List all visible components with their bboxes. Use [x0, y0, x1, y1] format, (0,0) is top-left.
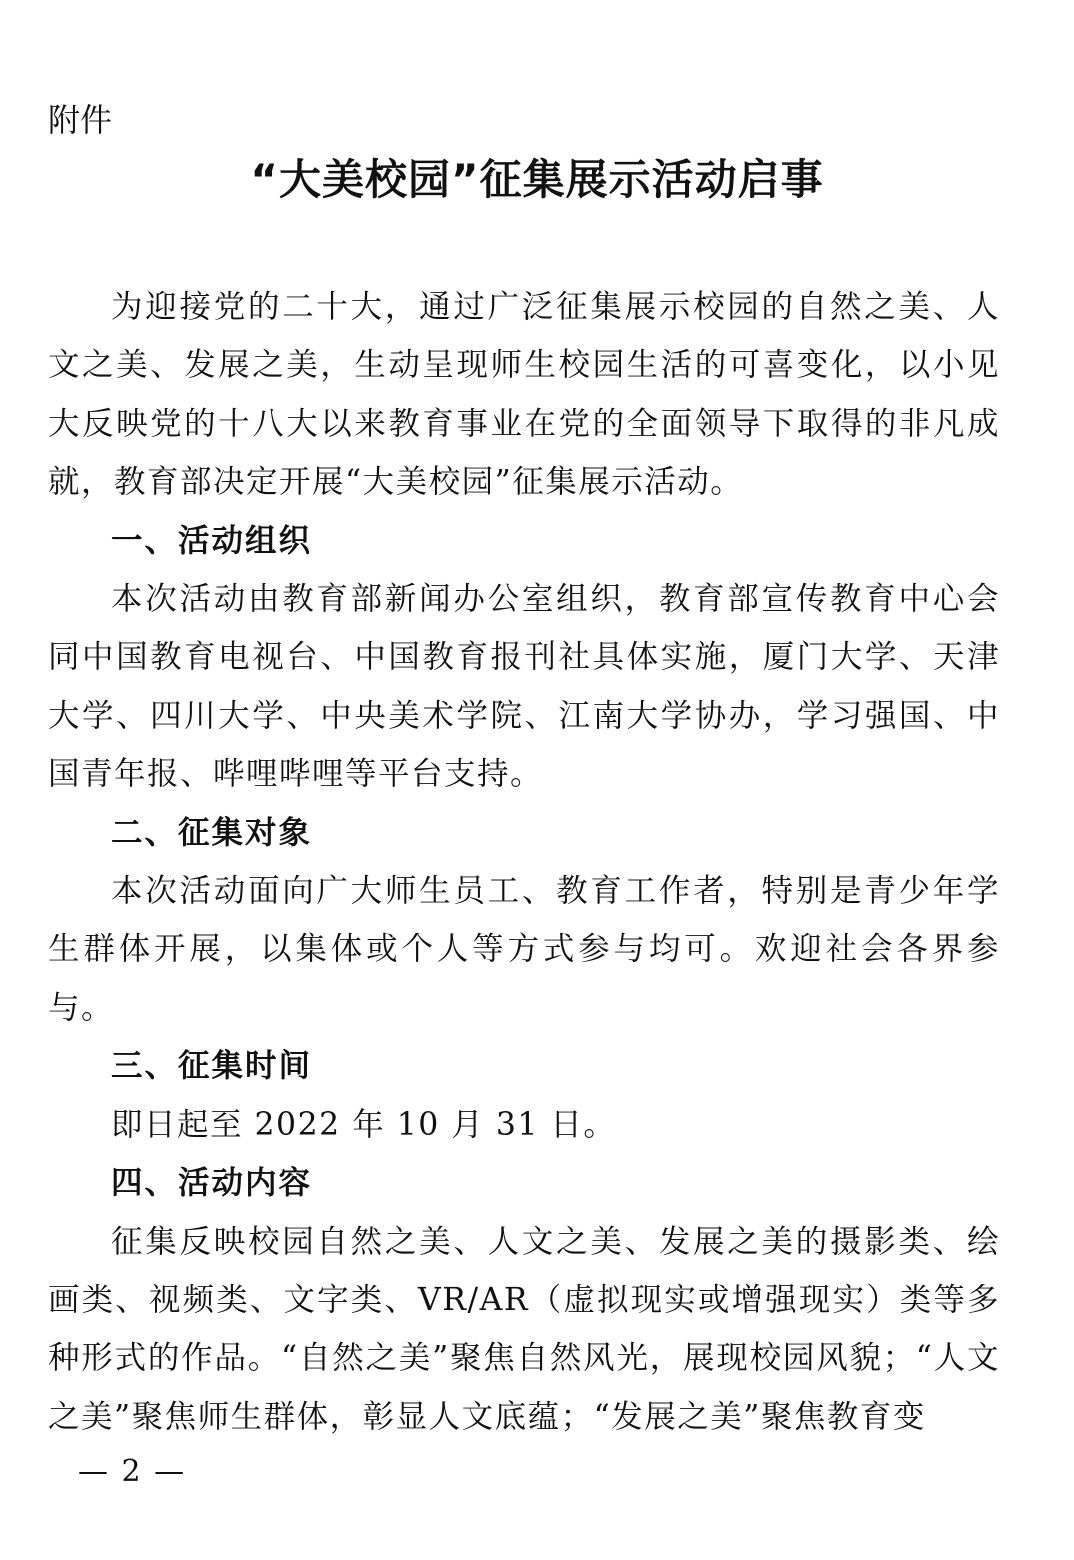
section-heading-organization: 一、活动组织: [111, 522, 313, 559]
section-text-organization: 本次活动由教育部新闻办公室组织，教育部宣传教育中心会同中国教育电视台、中国教育报刊社具体实施，厦门大学、天津大学、四川大学、中央美术学院、江南大学协办，学习强国、中国青年报、哔哩哔哩等平台支持。: [48, 581, 1000, 793]
section-text-time: 即日起至 2022 年 10 月 31 日。: [111, 1106, 617, 1143]
document-title: “大美校园”征集展示活动启事: [250, 155, 824, 204]
section-heading-time: 三、征集时间: [111, 1048, 313, 1085]
document-body: [48, 278, 1000, 1446]
attachment-label: 附件: [48, 101, 113, 139]
page-number: — 2 —: [78, 1454, 187, 1489]
section-text-target: 本次活动面向广大师生员工、教育工作者，特别是青少年学生群体开展，以集体或个人等方式参与均可。欢迎社会各界参与。: [48, 873, 1000, 1026]
intro-paragraph: 为迎接党的二十大，通过广泛征集展示校园的自然之美、人文之美、发展之美，生动呈现师生校园生活的可喜变化，以小见大反映党的十八大以来教育事业在党的全面领导下取得的非凡成就，教育部决定开展“大美校园”征集展示活动。: [48, 289, 1000, 501]
section-heading-target: 二、征集对象: [111, 814, 313, 851]
section-heading-content: 四、活动内容: [111, 1165, 313, 1202]
section-text-content: 征集反映校园自然之美、人文之美、发展之美的摄影类、绘画类、视频类、文字类、VR/AR（虚拟现实或增强现实）类等多种形式的作品。“自然之美”聚焦自然风光，展现校园风貌；“人文之美”聚焦师生群体，彰显人文底蕴；“发展之美”聚焦教育变: [48, 1223, 1000, 1435]
